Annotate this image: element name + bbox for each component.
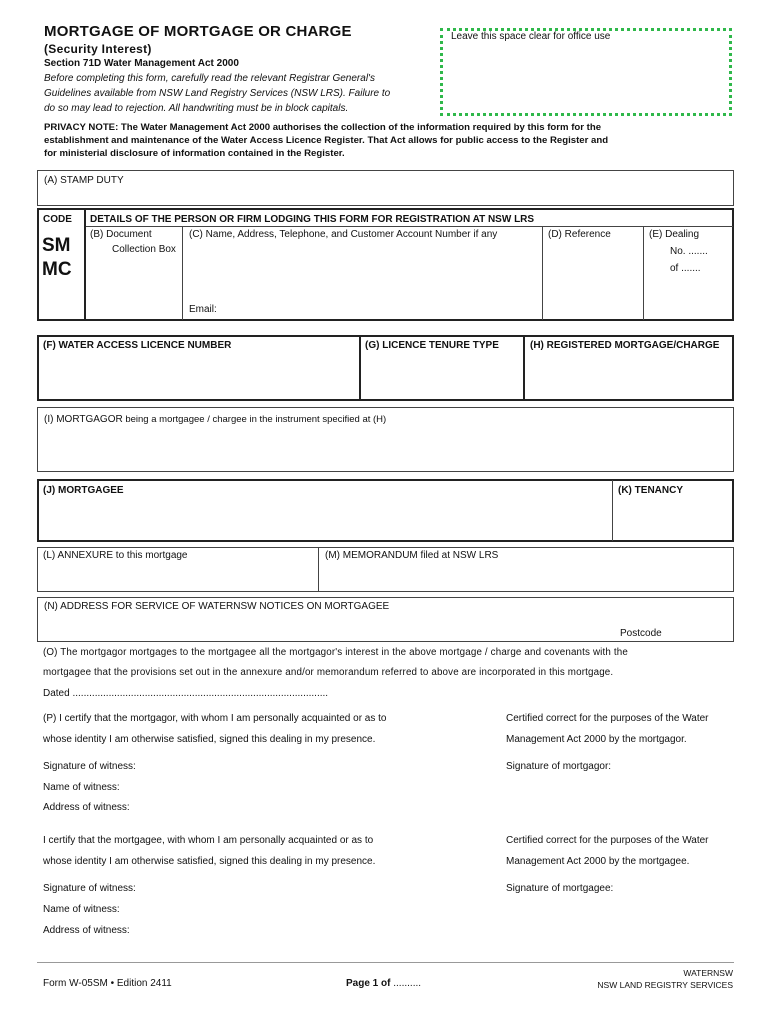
- certified-mortgagor-line-1: Certified correct for the purposes of the Water: [506, 713, 709, 724]
- covenant-line-1: (O) The mortgagor mortgages to the mortgagee all the mortgagor's interest in the above mortgage / charge and covenants with the: [43, 647, 628, 658]
- annexure-label: (L) ANNEXURE to this mortgage: [43, 550, 188, 561]
- mortgagee-witness-signature-label: Signature of witness:: [43, 883, 136, 894]
- address-for-service-field[interactable]: [37, 597, 734, 642]
- mortgagee-field[interactable]: [39, 481, 611, 540]
- document-collection-box-label-2: Collection Box: [112, 244, 176, 255]
- mortgagor-label-prefix: (I) MORTGAGOR: [44, 414, 123, 425]
- certified-mortgagee-line-2: Management Act 2000 by the mortgagee.: [506, 856, 690, 867]
- page-prefix: Page 1 of: [346, 978, 391, 989]
- mortgagor-label: [44, 414, 386, 426]
- reference-label: (D) Reference: [548, 229, 611, 240]
- code-value-mc: MC: [42, 259, 72, 280]
- registered-mortgage-label: (H) REGISTERED MORTGAGE/CHARGE: [530, 340, 720, 351]
- document-collection-box-label: (B) Document: [90, 229, 152, 240]
- lodger-name-label: (C) Name, Address, Telephone, and Customer Account Number if any: [189, 229, 498, 240]
- mortgagee-signature-label: Signature of mortgagee:: [506, 883, 614, 894]
- mortgagor-signature-label: Signature of mortgagor:: [506, 761, 612, 772]
- email-label: Email:: [189, 304, 217, 315]
- memorandum-label: (M) MEMORANDUM filed at NSW LRS: [325, 550, 499, 561]
- stamp-duty-field[interactable]: [37, 170, 734, 206]
- address-label: (N) ADDRESS FOR SERVICE OF WATERNSW NOTICES ON MORTGAGEE: [44, 601, 390, 612]
- mortgagor-field[interactable]: [37, 407, 734, 472]
- mortgagor-witness-address-label: Address of witness:: [43, 802, 130, 813]
- certified-mortgagor-line-2: Management Act 2000 by the mortgagor.: [506, 734, 687, 745]
- form-subtitle: (Security Interest): [44, 42, 152, 56]
- instructions-line-3: do so may lead to rejection. All handwriting must be in block capitals.: [44, 103, 349, 114]
- instructions-line-2: Guidelines available from NSW Land Registry Services (NSW LRS). Failure to: [44, 88, 391, 99]
- dealing-label: (E) Dealing: [649, 229, 700, 240]
- page-total-field[interactable]: ..........: [393, 978, 422, 989]
- privacy-line-1: PRIVACY NOTE: The Water Management Act 2000 authorises the collection of the information required by this form for the: [44, 122, 602, 133]
- certify-mortgagor-line-2: whose identity I am otherwise satisfied, signed this dealing in my presence.: [43, 734, 376, 745]
- code-value-sm: SM: [42, 235, 71, 256]
- privacy-line-3: for ministerial disclosure of information contained in the Register.: [44, 148, 345, 159]
- covenant-line-2: mortgagee that the provisions set out in the annexure and/or memorandum referred to above are incorporated in this mortgage.: [43, 667, 614, 678]
- mortgagor-label-text: being a mortgagee / chargee in the instrument specified at (H): [122, 414, 387, 425]
- privacy-line-2: establishment and maintenance of the Water Access Licence Register. That Act allows for public access to the Register and: [44, 135, 609, 146]
- instructions-line-1: Before completing this form, carefully read the relevant Registrar General's: [44, 73, 375, 84]
- tenancy-label: (K) TENANCY: [618, 485, 683, 496]
- org-nsw-lrs: NSW LAND REGISTRY SERVICES: [597, 980, 733, 990]
- page-number: [346, 978, 421, 990]
- footer-divider: [37, 962, 734, 963]
- dealing-of: of .......: [670, 263, 701, 274]
- tenure-type-label: (G) LICENCE TENURE TYPE: [365, 340, 499, 351]
- lodger-heading: DETAILS OF THE PERSON OR FIRM LODGING THIS FORM FOR REGISTRATION AT NSW LRS: [90, 214, 535, 225]
- mortgagor-witness-signature-label: Signature of witness:: [43, 761, 136, 772]
- office-use-box: [440, 28, 732, 116]
- certified-mortgagee-line-1: Certified correct for the purposes of the Water: [506, 835, 709, 846]
- act-reference: Section 71D Water Management Act 2000: [44, 58, 239, 69]
- licence-number-label: (F) WATER ACCESS LICENCE NUMBER: [43, 340, 232, 351]
- code-label: CODE: [43, 214, 72, 225]
- form-title: MORTGAGE OF MORTGAGE OR CHARGE: [44, 23, 352, 40]
- certify-mortgagor-line-1: (P) I certify that the mortgagor, with whom I am personally acquainted or as to: [43, 713, 387, 724]
- office-use-label: Leave this space clear for office use: [451, 31, 611, 42]
- certify-mortgagee-line-1: I certify that the mortgagee, with whom I am personally acquainted or as to: [43, 835, 374, 846]
- mortgagor-witness-name-label: Name of witness:: [43, 782, 120, 793]
- postcode-label: Postcode: [620, 628, 662, 639]
- dated-field[interactable]: Dated ............................................................................................: [43, 688, 329, 699]
- org-waternsw: WATERNSW: [683, 968, 733, 978]
- dealing-no: No. .......: [670, 246, 708, 257]
- certify-mortgagee-line-2: whose identity I am otherwise satisfied, signed this dealing in my presence.: [43, 856, 376, 867]
- stamp-duty-label: (A) STAMP DUTY: [44, 175, 124, 186]
- form-id: Form W-05SM • Edition 2411: [43, 978, 172, 989]
- mortgagee-label: (J) MORTGAGEE: [43, 485, 124, 496]
- mortgagee-witness-address-label: Address of witness:: [43, 925, 130, 936]
- mortgagee-witness-name-label: Name of witness:: [43, 904, 120, 915]
